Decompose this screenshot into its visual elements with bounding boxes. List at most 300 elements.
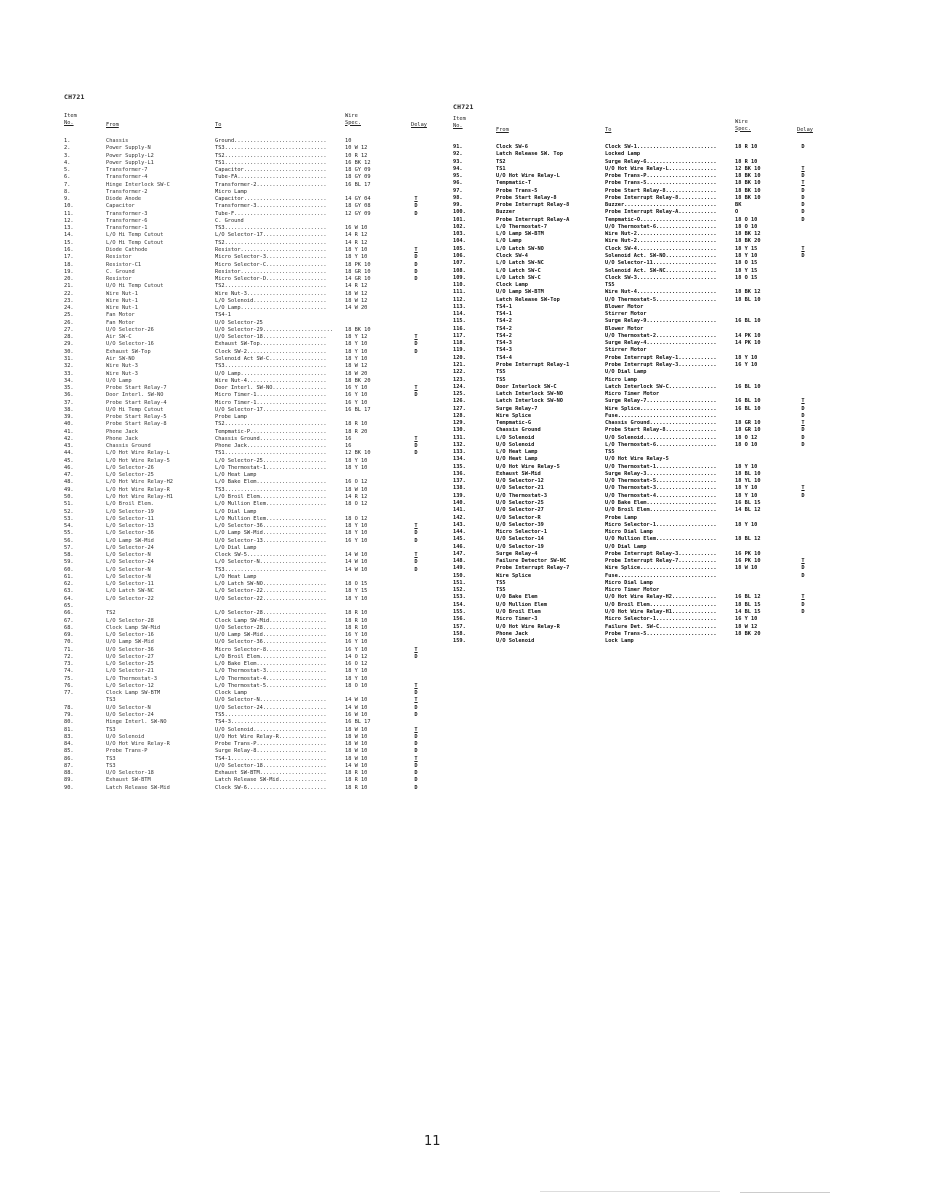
from-cell: Resistor — [106, 254, 132, 261]
wire-spec-cell: 16 BL 10 — [735, 405, 761, 412]
from-cell: Probe Interrupt Relay-8 — [496, 202, 570, 209]
to-cell: Blower Motor — [605, 303, 644, 310]
wire-spec-cell: 16 BL 10 — [735, 383, 761, 390]
table-row — [453, 159, 843, 166]
item-number: 150. — [453, 572, 466, 579]
item-number: 10. — [64, 203, 74, 210]
wire-spec-cell: 18 BK 10 — [735, 187, 761, 194]
to-cell: L/O Thermostat-6................... — [605, 441, 717, 448]
to-cell: Tempmatic-P........................ — [215, 428, 327, 435]
to-cell: Micro Selector-C................... — [215, 261, 327, 268]
from-cell: L/O Selector-12 — [106, 682, 154, 689]
item-number: 128. — [453, 412, 466, 419]
to-cell: U/O Lamp........................... — [215, 370, 327, 377]
from-cell: L/O Selector-11 — [106, 515, 154, 522]
from-cell: L/O Selector-36 — [106, 530, 154, 537]
wire-spec-cell: 16 Y 10 — [735, 361, 758, 368]
item-number: 11. — [64, 210, 74, 217]
item-number: 8. — [64, 188, 71, 195]
from-cell: Fan Motor — [106, 319, 135, 326]
wire-spec-cell: 16 Y 10 — [345, 392, 368, 399]
delay-cell: D — [414, 443, 418, 450]
from-cell: TS5 — [496, 587, 506, 594]
item-number: 79. — [64, 711, 74, 718]
item-number: 16. — [64, 246, 74, 253]
table-row — [64, 479, 444, 486]
table-row — [64, 559, 444, 566]
table-row — [64, 247, 444, 254]
to-cell: Tempmatic-O........................ — [605, 216, 717, 223]
to-cell: TS3................................ — [215, 225, 327, 232]
table-row — [64, 211, 444, 218]
table-row — [64, 356, 444, 363]
wire-spec-cell: 18 BK 10 — [735, 194, 761, 201]
table-row — [64, 371, 444, 378]
table-row — [64, 661, 444, 668]
table-row — [64, 472, 444, 479]
wire-spec-cell: 18 R 10 — [345, 610, 368, 617]
wire-spec-cell: 16 BL 17 — [345, 406, 371, 413]
wire-spec-cell: 18 Y 10 — [345, 523, 368, 530]
to-cell: Chassis Ground..................... — [605, 420, 717, 427]
to-cell: Tube-FA............................ — [215, 174, 327, 181]
item-number: 1. — [64, 138, 71, 144]
to-cell: U/O Selector-18.................... — [215, 334, 327, 341]
to-cell: U/O Mullion Elem................... — [605, 536, 717, 543]
delay-cell: T — [414, 196, 418, 203]
to-cell: Micro Lamp — [605, 376, 637, 383]
wire-spec-cell: 16 — [345, 443, 352, 450]
to-cell: Wire Nut-4......................... — [605, 289, 717, 296]
from-cell: U/O Solenoid — [496, 441, 535, 448]
table-row — [64, 341, 444, 348]
item-number: 90. — [64, 784, 74, 791]
table-row — [64, 668, 444, 675]
from-cell: TS3 — [106, 755, 116, 762]
item-header-top: Item — [453, 116, 466, 122]
table-row — [64, 574, 444, 581]
item-number: 75. — [64, 675, 74, 682]
item-number: 151. — [453, 579, 466, 586]
table-row — [453, 544, 843, 551]
to-cell: U/O Lamp SW-Mid.................... — [215, 632, 327, 639]
to-cell: Micro Timer Motor — [605, 391, 660, 398]
to-cell: Clock SW-5......................... — [215, 552, 327, 559]
item-number: 25. — [64, 312, 74, 319]
table-row — [64, 145, 444, 152]
wire-spec-cell: 18 O 15 — [735, 260, 758, 267]
to-cell: L/O Lamp........................... — [215, 305, 327, 312]
from-cell: Phone Jack — [106, 428, 138, 435]
item-number: 137. — [453, 478, 466, 485]
item-number: 51. — [64, 501, 74, 508]
from-cell: Wire Splice — [496, 572, 532, 579]
to-cell: U/O Selector-22.................... — [215, 595, 327, 602]
wire-spec-cell: 18 Y 10 — [735, 521, 758, 528]
from-cell: Latch Interlock SW-NO — [496, 391, 563, 398]
from-cell: L/O Selector-24 — [106, 544, 154, 551]
wire-spec-cell: 16 O 12 — [345, 479, 368, 486]
from-cell: L/O Latch SW-NO — [496, 245, 544, 252]
table-row — [453, 616, 843, 623]
item-number: 157. — [453, 623, 466, 630]
to-cell: Clock SW-2......................... — [215, 348, 327, 355]
wire-header-bottom: Spec. — [735, 125, 751, 132]
from-cell: U/O Selector-36 — [106, 646, 154, 653]
from-cell: Capacitor — [106, 203, 135, 210]
to-cell: U/O Thermostat-1................... — [605, 463, 717, 470]
to-cell: U/O Selector-18.................... — [215, 762, 327, 769]
item-number: 68. — [64, 624, 74, 631]
table-row — [453, 340, 843, 347]
table-row — [453, 638, 843, 645]
from-cell: Buzzer — [496, 209, 516, 216]
from-cell: Latch Release SW-Top — [496, 296, 560, 303]
item-number: 31. — [64, 355, 74, 362]
item-number: 96. — [453, 180, 463, 187]
item-number: 70. — [64, 639, 74, 646]
table-row — [64, 727, 444, 734]
delay-cell: D — [801, 187, 805, 194]
wire-header-bottom: Spec. — [345, 119, 361, 126]
from-cell: Transformer-3 — [106, 210, 148, 217]
table-row — [453, 500, 843, 507]
item-number: 87. — [64, 762, 74, 769]
item-number: 5. — [64, 167, 71, 174]
item-number: 76. — [64, 682, 74, 689]
delay-cell: D — [414, 341, 418, 348]
from-cell: L/O Selector-N — [106, 566, 151, 573]
wire-spec-cell: 16 Y 10 — [345, 632, 368, 639]
item-number: 95. — [453, 173, 463, 180]
wire-spec-cell: 18 BK 12 — [735, 289, 761, 296]
to-cell: L/O Lamp SW-Mid.................... — [215, 530, 327, 537]
table-row — [64, 283, 444, 290]
from-cell: Resistor-C1 — [106, 261, 142, 268]
to-cell: Surge Relay-7...................... — [605, 398, 717, 405]
to-cell: L/O Broil Elem..................... — [215, 653, 327, 660]
to-cell: TS4-1.............................. — [215, 755, 327, 762]
table-row — [64, 625, 444, 632]
item-number: 145. — [453, 536, 466, 543]
table-row — [453, 522, 843, 529]
from-cell: L/O Selector-24 — [106, 559, 154, 566]
wire-spec-cell: 18 Y 10 — [735, 354, 758, 361]
from-cell: Probe Interrupt Relay-1 — [496, 361, 570, 368]
item-number: 2. — [64, 145, 71, 152]
wire-header-top: Wire — [345, 113, 358, 119]
from-cell: Transformer-6 — [106, 217, 148, 224]
item-number: 67. — [64, 617, 74, 624]
to-cell: Wire Splice........................ — [605, 405, 717, 412]
to-cell: L/O Heat Lamp — [215, 573, 257, 580]
table-row — [64, 501, 444, 508]
from-cell: U/O Selector-R — [496, 514, 541, 521]
to-cell: TS1................................ — [215, 450, 327, 457]
delay-cell: D — [801, 194, 805, 201]
delay-cell: D — [414, 770, 418, 777]
item-number: 133. — [453, 449, 466, 456]
to-cell: L/O Selector-N..................... — [215, 559, 327, 566]
table-row — [453, 391, 843, 398]
delay-cell: T — [414, 682, 418, 689]
from-cell: Surge Relay-4 — [496, 550, 538, 557]
wire-spec-cell: 18 R 10 — [345, 777, 368, 784]
table-row — [453, 144, 843, 151]
item-number: 56. — [64, 537, 74, 544]
item-number: 130. — [453, 427, 466, 434]
delay-cell: D — [801, 173, 805, 180]
to-cell: Lock Lamp — [605, 638, 634, 645]
wire-spec-cell: 18 YL 10 — [735, 478, 761, 485]
to-cell: U/O Thermostat-3................... — [605, 485, 717, 492]
item-number: 141. — [453, 507, 466, 514]
wire-spec-cell: 18 Y 10 — [345, 668, 368, 675]
item-number: 147. — [453, 550, 466, 557]
from-cell: L/O Thermostat-3 — [106, 675, 158, 682]
item-number: 117. — [453, 332, 466, 339]
item-number: 15. — [64, 239, 74, 246]
from-cell: U/O Broil Elem — [496, 609, 541, 615]
from-cell: Latch Release SW-Mid — [106, 784, 170, 791]
to-cell: U/O Thermostat-4................... — [605, 492, 717, 499]
wire-spec-cell: 18 O 10 — [735, 216, 758, 223]
to-cell: L/O Solenoid....................... — [215, 297, 327, 304]
delay-cell: D — [801, 572, 805, 579]
from-cell: U/O Solenoid — [496, 638, 535, 645]
item-number: 48. — [64, 479, 74, 486]
to-cell: Micro Timer-1...................... — [215, 392, 327, 399]
to-cell: Wire Nut-2......................... — [605, 231, 717, 238]
item-header-top: Item — [64, 113, 77, 119]
to-cell: U/O Hot Wire Relay-H1.............. — [605, 609, 717, 615]
to-cell: Capacitor.......................... — [215, 196, 327, 203]
item-number: 104. — [453, 238, 466, 245]
from-cell: L/O Selector-16 — [106, 632, 154, 639]
table-row — [453, 195, 843, 202]
table-row — [453, 246, 843, 253]
wire-spec-cell: 18 GY 09 — [345, 167, 371, 174]
wire-spec-cell: 18 R 10 — [345, 617, 368, 624]
from-cell: Probe Start Relay-5 — [106, 414, 167, 421]
item-number: 108. — [453, 267, 466, 274]
item-number: 78. — [64, 704, 74, 711]
to-cell: L/O Broil Elem..................... — [215, 494, 327, 501]
table-row — [64, 487, 444, 494]
table-row — [453, 493, 843, 500]
scan-artifact — [740, 1192, 830, 1193]
table-row — [64, 385, 444, 392]
to-cell: TS2................................ — [215, 239, 327, 246]
wire-spec-cell: 12 BK 10 — [345, 450, 371, 457]
wire-spec-cell: 18 R 10 — [345, 784, 368, 791]
item-number: 20. — [64, 276, 74, 283]
from-cell: U/O Selector-12 — [496, 478, 544, 485]
wire-spec-cell: 16 — [345, 435, 352, 442]
from-cell: Diode Cathode — [106, 246, 148, 253]
from-cell: L/O Selector-N — [106, 573, 151, 580]
wire-spec-cell: 18 W 12 — [735, 623, 758, 630]
delay-cell: D — [414, 392, 418, 399]
item-number: 66. — [64, 610, 74, 617]
item-number: 29. — [64, 341, 74, 348]
wire-spec-cell: 16 BL 10 — [735, 398, 761, 405]
item-number: 6. — [64, 174, 71, 181]
delay-cell: D — [414, 653, 418, 660]
table-row — [453, 624, 843, 631]
wire-spec-cell: 14 W 10 — [345, 697, 368, 704]
item-number: 74. — [64, 668, 74, 675]
from-cell: Hinge Interl. SW-NO — [106, 719, 167, 726]
from-cell: U/O Selector-16 — [106, 341, 154, 348]
delay-cell: D — [414, 254, 418, 261]
to-cell: U/O Solenoid....................... — [215, 726, 327, 733]
scan-artifact — [540, 1191, 720, 1192]
wire-spec-cell: 18 BL 15 — [735, 601, 761, 608]
delay-cell: D — [801, 441, 805, 448]
to-cell: L/O Latch SW-NO.................... — [215, 581, 327, 588]
delay-cell: T — [801, 180, 805, 187]
item-number: 55. — [64, 530, 74, 537]
item-number: 40. — [64, 421, 74, 428]
from-cell: Phone Jack — [106, 435, 138, 442]
item-number: 111. — [453, 289, 466, 296]
table-row — [453, 166, 843, 173]
table-row — [453, 413, 843, 420]
to-cell: L/O Bake Elem...................... — [215, 479, 327, 486]
from-cell: TS1 — [496, 165, 506, 172]
table-row — [453, 384, 843, 391]
item-number: 61. — [64, 573, 74, 580]
from-cell: L/O Lamp SW-Mid — [106, 537, 154, 544]
from-cell: Exhaust SW-BTM — [106, 777, 151, 784]
wire-spec-cell: 16 BL 17 — [345, 719, 371, 726]
wire-spec-cell: 16 Y 10 — [345, 385, 368, 392]
to-cell: C. Ground — [215, 217, 244, 224]
from-cell: U/O Selector-39 — [496, 521, 544, 528]
from-cell: Micro Timer-3 — [496, 616, 538, 623]
to-cell: Surge Relay-6...................... — [605, 158, 717, 165]
table-row — [453, 449, 843, 456]
table-row — [64, 538, 444, 545]
table-row — [64, 174, 444, 181]
to-cell: Probe Trans-5...................... — [605, 180, 717, 187]
from-cell: U/O Hot Wire Relay-R — [106, 741, 170, 748]
to-cell: Probe Lamp — [605, 514, 637, 521]
item-number: 19. — [64, 268, 74, 275]
item-number: 88. — [64, 770, 74, 777]
item-number: 26. — [64, 319, 74, 326]
item-number: 114. — [453, 311, 466, 318]
from-cell: Probe Interrupt Relay-7 — [496, 565, 570, 572]
from-cell: Probe Start Relay-4 — [106, 399, 167, 406]
from-cell: Surge Relay-7 — [496, 405, 538, 412]
table-row — [64, 291, 444, 298]
wire-spec-cell: 18 GR 10 — [735, 427, 761, 434]
wire-spec-cell: 16 BL 10 — [735, 318, 761, 325]
wire-spec-cell: 18 W 10 — [345, 748, 368, 755]
right-table-code: CH721 — [453, 103, 474, 111]
delay-cell: D — [801, 209, 805, 216]
item-number: 154. — [453, 601, 466, 608]
from-cell: U/O Mullion Elem — [496, 601, 548, 608]
item-number: 135. — [453, 463, 466, 470]
item-number: 134. — [453, 456, 466, 463]
table-row — [64, 378, 444, 385]
table-row — [453, 377, 843, 384]
wire-spec-cell: 18 W 10 — [345, 726, 368, 733]
item-number: 73. — [64, 661, 74, 668]
wire-spec-cell: 14 W 10 — [345, 559, 368, 566]
delay-cell: D — [801, 412, 805, 419]
table-row — [453, 464, 843, 471]
to-cell: L/O Dial Lamp — [215, 508, 257, 515]
table-row — [64, 639, 444, 646]
to-cell: Door Interl. SW-NO................. — [215, 385, 327, 392]
to-cell: Micro Selector-1................... — [605, 521, 717, 528]
to-cell: Surge Relay-9...................... — [605, 318, 717, 325]
delay-cell: D — [414, 559, 418, 566]
wire-spec-cell: 14 W 10 — [345, 566, 368, 573]
to-cell: U/O Selector-28.................... — [215, 624, 327, 631]
from-cell: TS4-3 — [496, 347, 512, 354]
wire-spec-cell: 14 GY 04 — [345, 196, 371, 203]
item-number: 101. — [453, 216, 466, 223]
item-number: 148. — [453, 558, 466, 565]
item-number: 120. — [453, 354, 466, 361]
item-number: 60. — [64, 566, 74, 573]
item-number: 71. — [64, 646, 74, 653]
table-row — [453, 471, 843, 478]
delay-cell: D — [801, 609, 805, 615]
table-row — [64, 770, 444, 777]
from-cell: C. Ground — [106, 268, 135, 275]
table-row — [453, 442, 843, 449]
wire-spec-cell: 18 W 12 — [345, 290, 368, 297]
from-cell: TS4-3 — [496, 340, 512, 347]
item-header-bottom: No. — [453, 122, 463, 129]
item-number: 119. — [453, 347, 466, 354]
item-number: 24. — [64, 305, 74, 312]
wire-spec-cell: 18 Y 10 — [345, 595, 368, 602]
from-cell: Phone Jack — [496, 630, 528, 637]
to-cell: Exhaust SW-Top..................... — [215, 341, 327, 348]
table-row — [64, 298, 444, 305]
table-row — [453, 289, 843, 296]
from-cell: Clock Lamp SW-Mid — [106, 624, 161, 631]
to-cell: U/O Broil Elem..................... — [605, 507, 717, 514]
delay-cell: T — [801, 165, 805, 172]
delay-cell: T — [414, 646, 418, 653]
from-cell: U/O Selector-27 — [106, 653, 154, 660]
delay-cell: T — [801, 245, 805, 252]
to-cell: Clock SW-1......................... — [605, 144, 717, 150]
delay-cell: D — [414, 268, 418, 275]
from-cell: U/O Selector-27 — [496, 507, 544, 514]
item-number: 110. — [453, 282, 466, 289]
from-cell: TS4-1 — [496, 303, 512, 310]
table-row — [453, 587, 843, 594]
item-number: 85. — [64, 748, 74, 755]
to-cell: U/O Hot Wire Relay-H2.............. — [605, 594, 717, 601]
item-number: 65. — [64, 603, 74, 609]
table-row — [453, 558, 843, 565]
table-row — [453, 275, 843, 282]
item-number: 107. — [453, 260, 466, 267]
from-cell: L/O Selector-19 — [106, 508, 154, 515]
item-number: 144. — [453, 529, 466, 536]
to-cell: Stirrer Motor — [605, 347, 647, 354]
